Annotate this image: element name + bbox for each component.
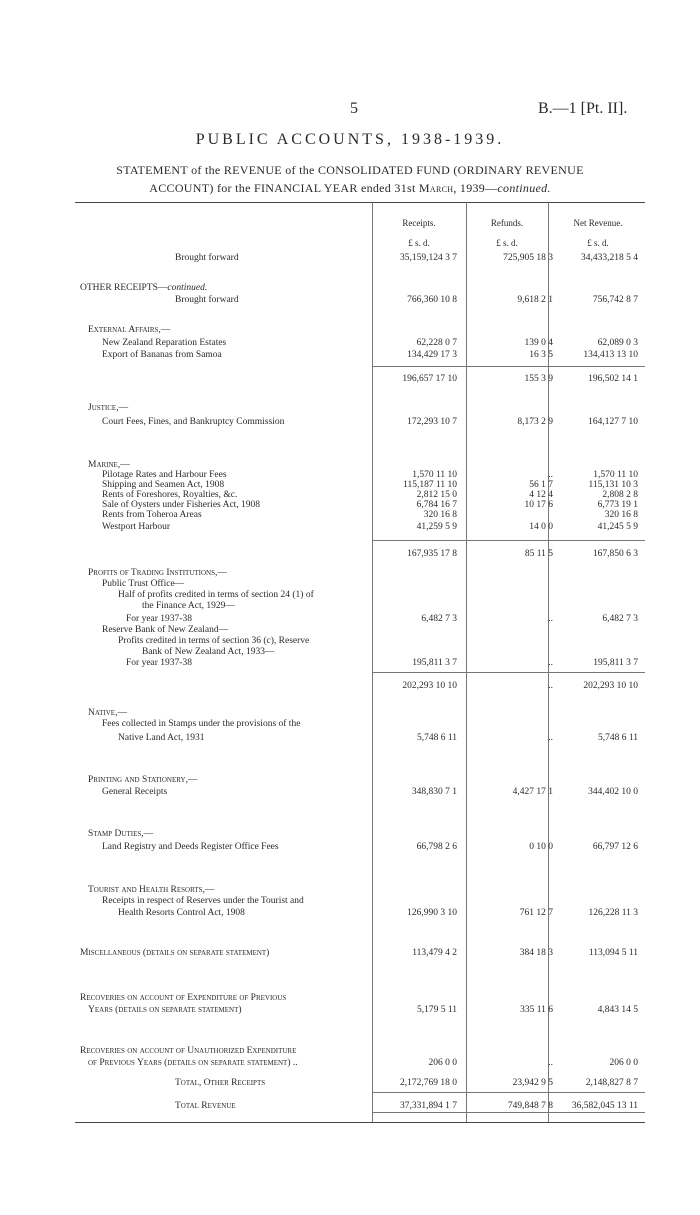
cell-refunds: .. — [548, 681, 553, 691]
page-title: PUBLIC ACCOUNTS, 1938-1939. — [195, 131, 505, 148]
row-label: the Finance Act, 1929— — [142, 601, 235, 611]
cell-receipts: 115,187 11 10 — [403, 480, 457, 490]
cell-net: 34,433,218 5 4 — [581, 253, 638, 263]
cell-net: 202,293 10 10 — [583, 681, 638, 691]
cell-refunds: 14 0 0 — [529, 522, 553, 532]
cell-receipts: 6,784 16 7 — [416, 500, 457, 510]
cell-refunds: .. — [548, 614, 553, 624]
cell-refunds: 4 12 4 — [529, 490, 553, 500]
table-row — [80, 1046, 645, 1058]
cell-receipts: 2,812 15 0 — [416, 490, 457, 500]
row-label: Tourist and Health Resorts,— — [88, 885, 215, 895]
table-row — [80, 775, 645, 787]
table-row — [80, 510, 645, 522]
cell-refunds: 749,848 7 8 — [507, 1101, 553, 1111]
cell-net: 41,245 5 9 — [597, 522, 638, 532]
row-label: Brought forward — [175, 253, 239, 263]
row-label: Court Fees, Fines, and Bankruptcy Commission — [102, 417, 285, 427]
cell-refunds: 23,942 9 5 — [512, 1078, 553, 1088]
units-receipts: £ s. d. — [408, 238, 430, 248]
table-row — [80, 1005, 645, 1017]
cell-net: 320 16 8 — [604, 510, 638, 520]
cell-net: 6,482 7 3 — [602, 614, 638, 624]
table-row — [80, 549, 645, 561]
cell-net: 4,843 14 5 — [597, 1005, 638, 1015]
row-label: Sale of Oysters under Fisheries Act, 1908 — [102, 500, 261, 510]
cell-net: 164,127 7 10 — [588, 417, 638, 427]
row-label: Marine,— — [88, 460, 130, 470]
cell-receipts: 320 16 8 — [423, 510, 457, 520]
subtotal-rule — [372, 1092, 645, 1093]
cell-net: 115,131 10 3 — [588, 480, 638, 490]
cell-receipts: 35,159,124 3 7 — [400, 253, 457, 263]
table-row — [80, 295, 645, 307]
row-label: Receipts in respect of Reserves under the Tourist and — [102, 896, 304, 906]
cell-refunds: 10 17 6 — [524, 500, 553, 510]
row-label: Miscellaneous (details on separate statement) — [80, 948, 270, 958]
cell-net: 113,094 5 11 — [588, 948, 638, 958]
table-row — [80, 993, 645, 1005]
table-row — [80, 896, 645, 908]
column-header-receipts: Receipts. — [402, 218, 436, 228]
table-row — [80, 948, 645, 960]
cell-receipts: 126,990 3 10 — [407, 908, 457, 918]
row-label: Reserve Bank of New Zealand— — [102, 625, 229, 635]
row-label: Native Land Act, 1931 — [118, 733, 205, 743]
row-label: Recoveries on account of Unauthorized Expenditure — [80, 1046, 297, 1056]
cell-refunds: 9,618 2 1 — [517, 295, 553, 305]
cell-net: 134,413 13 10 — [583, 350, 638, 360]
row-label: Printing and Stationery,— — [88, 775, 198, 785]
cell-net: 6,773 19 1 — [597, 500, 638, 510]
row-label: Westport Harbour — [102, 522, 171, 532]
row-label: Justice,— — [88, 403, 129, 413]
cell-receipts: 172,293 10 7 — [407, 417, 457, 427]
row-label: Total, Other Receipts — [175, 1078, 266, 1088]
table-row — [80, 350, 645, 362]
column-header-net: Net Revenue. — [573, 218, 623, 228]
cell-refunds: 85 11 5 — [524, 549, 553, 559]
table-row — [80, 601, 645, 613]
row-label: Rents from Toheroa Areas — [102, 510, 202, 520]
cell-refunds: 56 1 7 — [529, 480, 553, 490]
row-label: Native,— — [88, 708, 127, 718]
table-row — [80, 253, 645, 265]
row-label: Bank of New Zealand Act, 1933— — [142, 647, 275, 657]
cell-net: 2,148,827 8 7 — [585, 1078, 638, 1088]
cell-refunds: .. — [548, 1058, 553, 1068]
row-label: Total Revenue — [175, 1101, 236, 1111]
cell-refunds: .. — [548, 470, 553, 480]
cell-receipts: 202,293 10 10 — [402, 681, 457, 691]
cell-refunds: 4,427 17 1 — [512, 787, 553, 797]
cell-refunds: 16 3 5 — [529, 350, 553, 360]
table-row — [80, 908, 645, 920]
cell-refunds: .. — [548, 658, 553, 668]
table-row — [80, 733, 645, 745]
units-net: £ s. d. — [587, 238, 609, 248]
cell-receipts: 206 0 0 — [428, 1058, 457, 1068]
cell-receipts: 6,482 7 3 — [421, 614, 457, 624]
row-label: Public Trust Office— — [102, 579, 185, 589]
table-row — [80, 842, 645, 854]
row-label: OTHER RECEIPTS—continued. — [80, 283, 208, 293]
row-label: Brought forward — [175, 295, 239, 305]
table-row — [80, 283, 645, 295]
subtotal-rule — [372, 540, 645, 541]
row-label: Profits of Trading Institutions,— — [88, 568, 227, 578]
row-label: New Zealand Reparation Estates — [102, 338, 227, 348]
table-row — [80, 522, 645, 534]
table-row — [80, 374, 645, 386]
subtotal-rule — [372, 366, 645, 367]
row-label: Profits credited in terms of section 36 (c), Reserve — [118, 636, 310, 646]
table-row — [80, 719, 645, 731]
cell-net: 344,402 10 0 — [588, 787, 638, 797]
cell-receipts: 2,172,769 18 0 — [400, 1078, 457, 1088]
table-row — [80, 1058, 645, 1070]
table-row — [80, 787, 645, 799]
cell-net: 36,582,045 13 11 — [571, 1101, 638, 1111]
cell-refunds: 139 0 4 — [524, 338, 553, 348]
cell-receipts: 37,331,894 1 7 — [400, 1101, 457, 1111]
cell-refunds: 0 10 0 — [529, 842, 553, 852]
cell-receipts: 113,479 4 2 — [412, 948, 457, 958]
cell-net: 756,742 8 7 — [592, 295, 638, 305]
table-row — [80, 658, 645, 670]
table-row — [80, 325, 645, 337]
cell-net: 126,228 11 3 — [588, 908, 638, 918]
cell-refunds: 8,173 2 9 — [517, 417, 553, 427]
cell-receipts: 41,259 5 9 — [416, 522, 457, 532]
cell-receipts: 66,798 2 6 — [416, 842, 457, 852]
subtotal-rule — [372, 672, 645, 673]
cell-receipts: 134,429 17 3 — [407, 350, 457, 360]
row-label: Pilotage Rates and Harbour Fees — [102, 470, 227, 480]
row-label: For year 1937-38 — [126, 658, 192, 668]
cell-net: 196,502 14 1 — [588, 374, 638, 384]
row-label: Shipping and Seamen Act, 1908 — [102, 480, 225, 490]
table-row — [80, 829, 645, 841]
row-label: For year 1937-38 — [126, 614, 192, 624]
row-label: Rents of Foreshores, Royalties, &c. — [102, 490, 238, 500]
cell-net: 167,850 6 3 — [592, 549, 638, 559]
cell-refunds: 335 11 6 — [520, 1005, 553, 1015]
table-row — [80, 338, 645, 350]
cell-receipts: 195,811 3 7 — [412, 658, 457, 668]
cell-net: 195,811 3 7 — [593, 658, 638, 668]
cell-refunds: 384 18 3 — [519, 948, 553, 958]
table-bottom-rule — [75, 1122, 645, 1123]
row-label: of Previous Years (details on separate statement) .. — [88, 1058, 298, 1068]
cell-refunds: 725,905 18 3 — [503, 253, 553, 263]
column-header-refunds: Refunds. — [490, 218, 524, 228]
statement-title-line-1: STATEMENT of the REVENUE of the CONSOLIDATED FUND (ORDINARY REVENUE — [116, 163, 584, 177]
cell-receipts: 5,179 5 11 — [416, 1005, 457, 1015]
row-label: Health Resorts Control Act, 1908 — [118, 908, 245, 918]
cell-net: 206 0 0 — [609, 1058, 638, 1068]
cell-refunds: 155 3 9 — [524, 374, 553, 384]
row-label: Stamp Duties,— — [88, 829, 154, 839]
row-label: Fees collected in Stamps under the provisions of the — [102, 719, 301, 729]
cell-receipts: 5,748 6 11 — [416, 733, 457, 743]
row-label: Half of profits credited in terms of section 24 (1) of — [118, 590, 314, 600]
row-label: Recoveries on account of Expenditure of Previous — [80, 993, 287, 1003]
table-top-rule — [75, 202, 645, 203]
table-row — [80, 681, 645, 693]
row-label: Years (details on separate statement) — [88, 1005, 242, 1015]
page-number: 5 — [350, 100, 358, 117]
table-row — [80, 403, 645, 415]
cell-receipts: 196,657 17 10 — [402, 374, 457, 384]
cell-receipts: 167,935 17 8 — [407, 549, 457, 559]
cell-net: 62,089 0 3 — [597, 338, 638, 348]
table-row — [80, 417, 645, 429]
statement-title-line-2: ACCOUNT) for the FINANCIAL YEAR ended 31st March, 1939—continued. — [149, 181, 551, 195]
table-row — [80, 1078, 645, 1090]
row-label: General Receipts — [102, 787, 168, 797]
cell-net: 1,570 11 10 — [593, 470, 638, 480]
cell-net: 66,797 12 6 — [592, 842, 638, 852]
row-label: External Affairs,— — [88, 325, 171, 335]
cell-refunds: 761 12 7 — [519, 908, 553, 918]
cell-receipts: 62,228 0 7 — [416, 338, 457, 348]
row-label: Export of Bananas from Samoa — [102, 350, 222, 360]
cell-refunds: .. — [548, 733, 553, 743]
cell-net: 2,808 2 8 — [602, 490, 638, 500]
row-label: Land Registry and Deeds Register Office Fees — [102, 842, 279, 852]
cell-net: 5,748 6 11 — [597, 733, 638, 743]
cell-receipts: 348,830 7 1 — [411, 787, 457, 797]
cell-receipts: 766,360 10 8 — [407, 295, 457, 305]
document-reference: B.—1 [Pt. II]. — [538, 100, 628, 117]
units-refunds: £ s. d. — [496, 238, 518, 248]
cell-receipts: 1,570 11 10 — [412, 470, 457, 480]
subtotal-rule — [372, 1112, 645, 1113]
